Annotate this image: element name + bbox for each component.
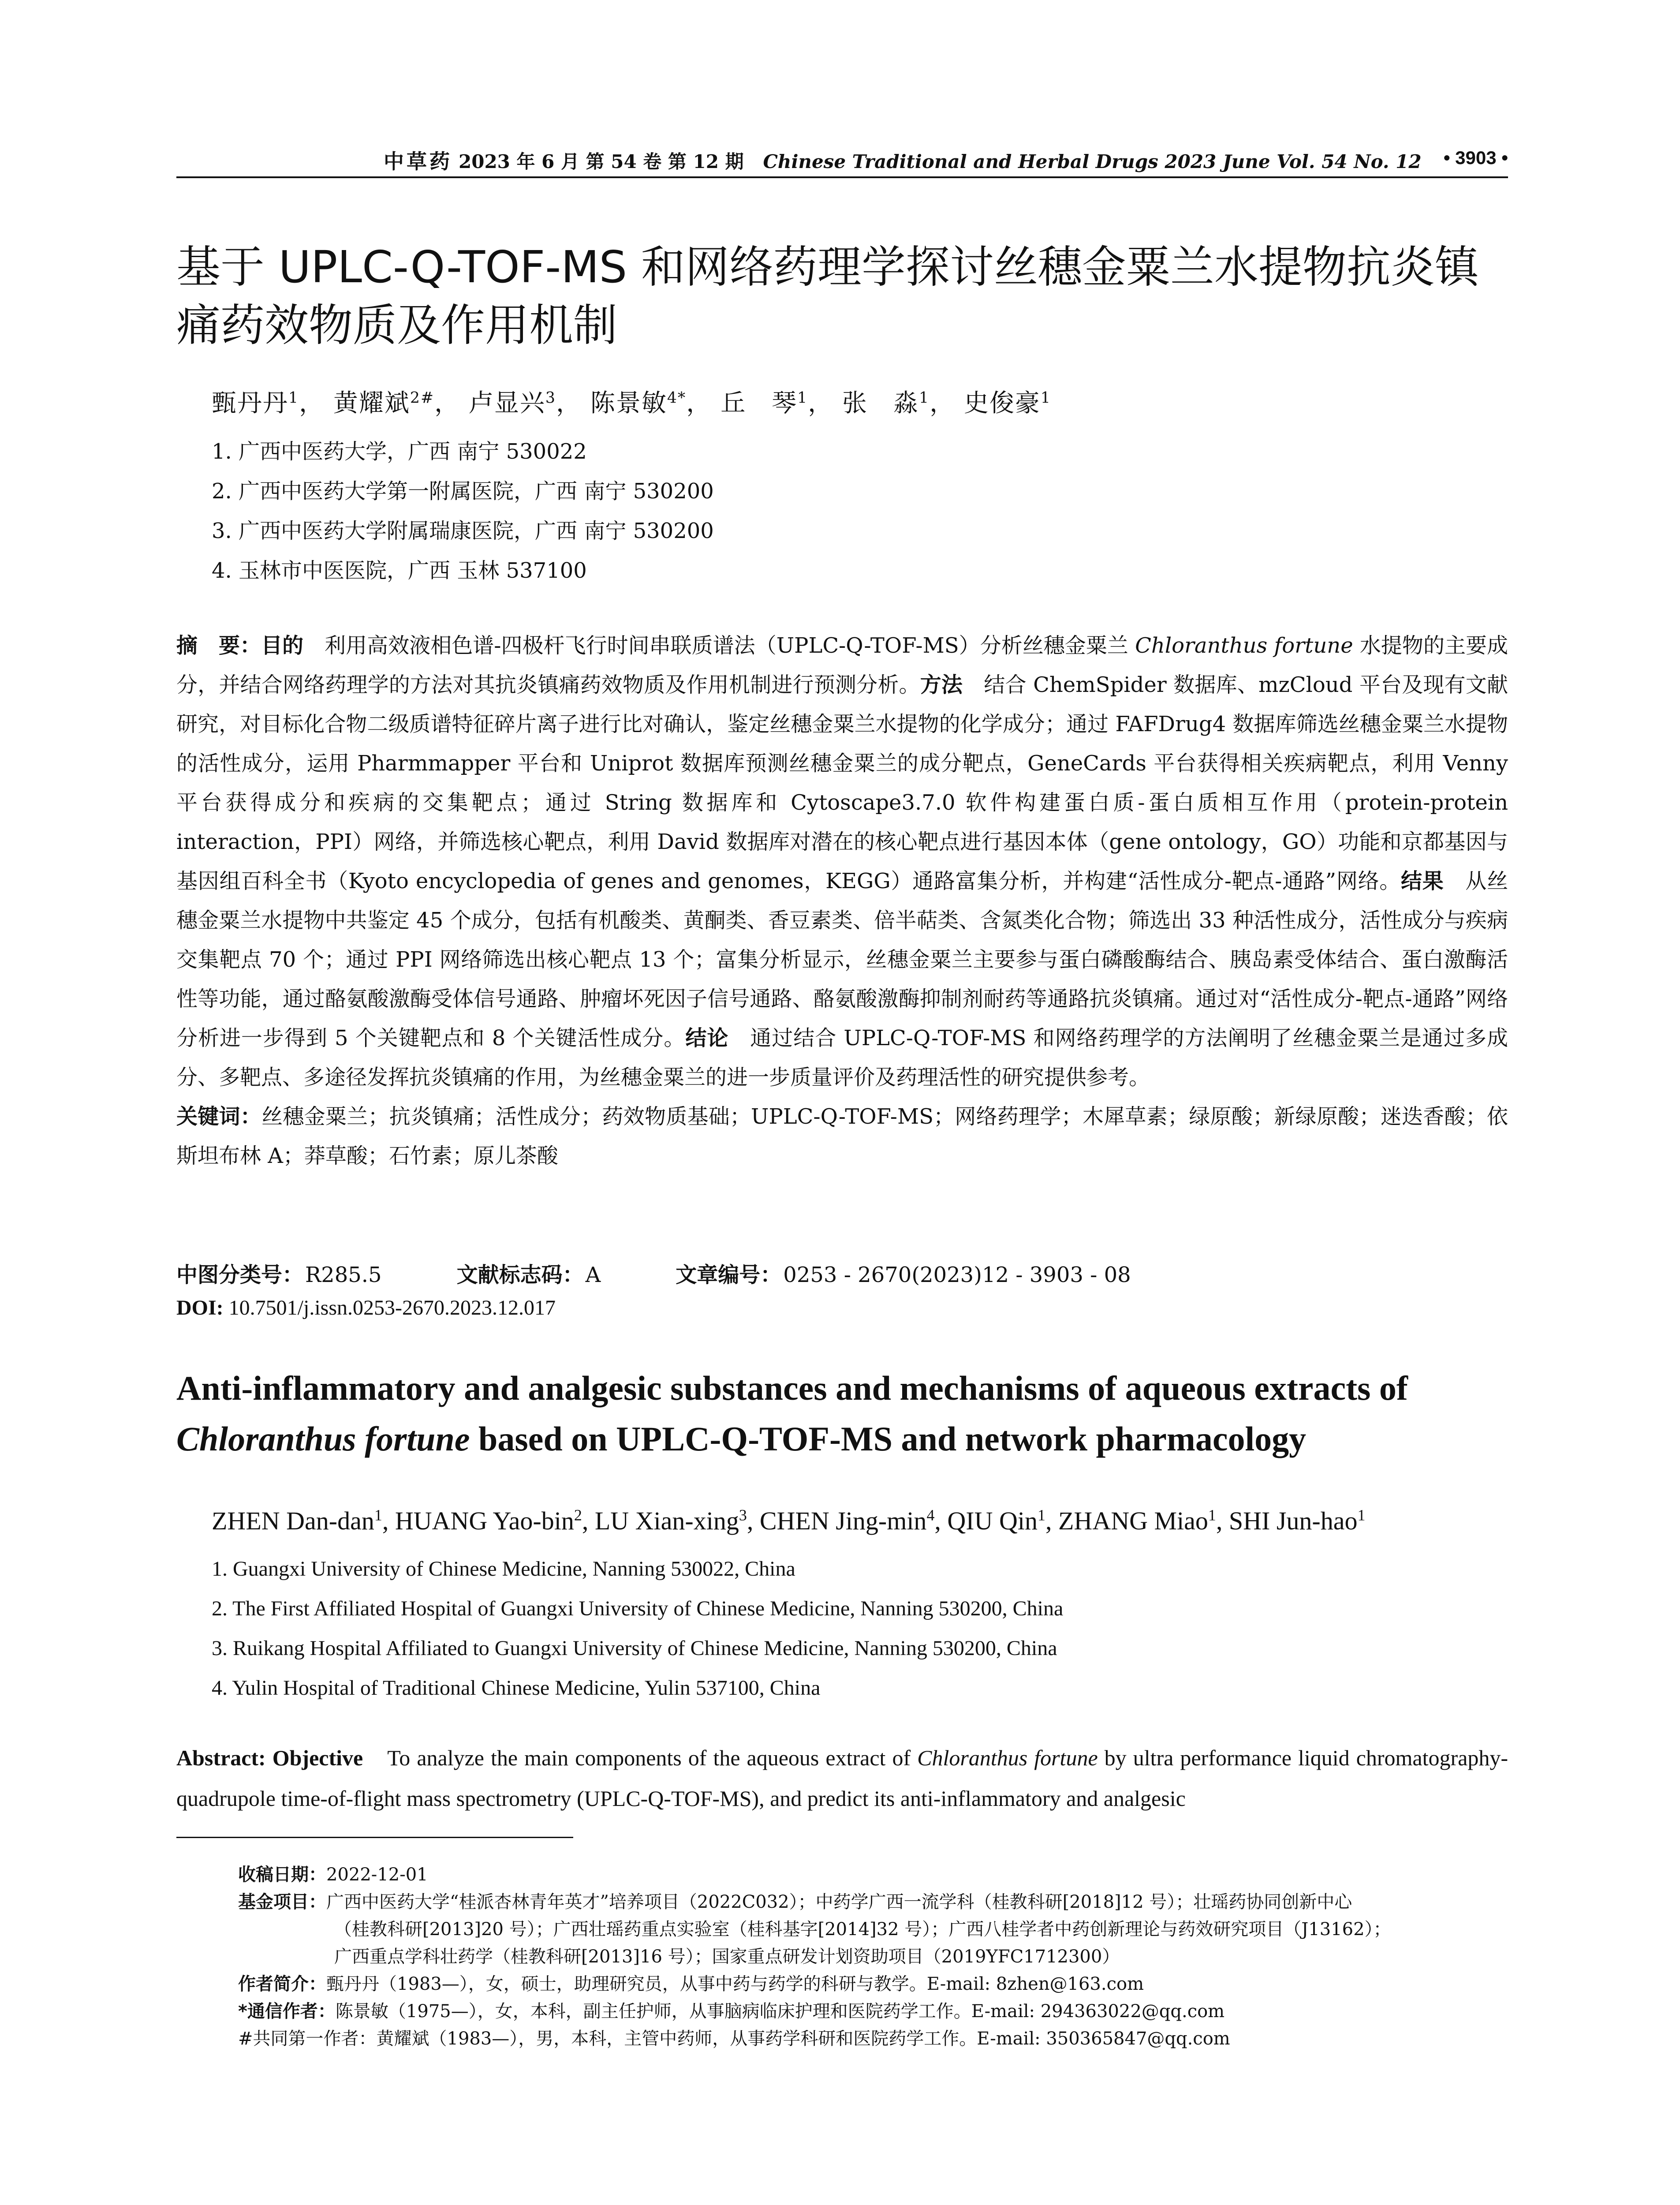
clc-label: 中图分类号： xyxy=(176,1263,304,1287)
doccode-label: 文献标志码： xyxy=(456,1263,584,1287)
conclusion-text: 通过结合 UPLC-Q-TOF-MS 和网络药理学的方法阐明了丝穗金粟兰是通过多成分、多靶点、多途径发挥抗炎镇痛的作用，为丝穗金粟兰的进一步质量评价及药理活性的研究提供参考。 xyxy=(176,1026,1508,1090)
authors-cn: 甄丹丹$^1$， 黄耀斌$^{2\#}$， 卢显兴$^3$， 陈景敏$^{4*}$， 丘 琴$^1$， 张 淼$^1$， 史俊豪$^1$ xyxy=(212,389,1051,418)
keywords-cn xyxy=(176,1097,1508,1176)
doi-label: DOI: xyxy=(176,1296,224,1319)
objective-text-cont: 水提物的主要成分，并结合网络药理学的方法对其抗炎镇痛药效物质及作用机制进行预测分析。 xyxy=(176,633,1508,697)
species-name-en: Chloranthus fortune xyxy=(917,1745,1098,1770)
author-en: HUANG Yao-bin$^2$ xyxy=(395,1506,582,1535)
result-text: 从丝穗金粟兰水提物中共鉴定 45 个成分，包括有机酸类、黄酮类、香豆素类、倍半萜类、含氮类化合物；筛选出 33 种活性成分，活性成分与疾病交集靶点 70 个；通过 PPI 网络筛选出核心靶点 13 个；富集分析显示，丝穗金粟兰主要参与蛋白磷酸酶结合、胰岛素受体结合、蛋白激酶活性等功能，通过酪氨酸激酶受体信号通路、肿瘤坏死因子信号通路、酪氨酸激酶抑制剂耐药等通路抗炎镇痛。通过对“活性成分-靶点-通路”网络分析进一步得到 5 个关键靶点和 8 个关键活性成分。 xyxy=(176,869,1508,1050)
affiliation-cn: 3. 广西中医药大学附属瑞康医院，广西 南宁 530200 xyxy=(212,519,714,543)
author-en: QIU Qin$^1$ xyxy=(947,1506,1045,1535)
affiliation-en: 1. Guangxi University of Chinese Medicine, Nanning 530022, China xyxy=(212,1557,795,1581)
author-en: ZHANG Miao$^1$ xyxy=(1058,1506,1216,1535)
author-bio: 作者简介：甄丹丹（1983—），女，硕士，助理研究员，从事中药与药学的科研与教学。E-mail: 8zhen@163.com xyxy=(238,1974,1144,1994)
affiliation-en: 4. Yulin Hospital of Traditional Chinese Medicine, Yulin 537100, China xyxy=(212,1676,821,1700)
author-cn: 陈景敏$^{4*}$ xyxy=(590,389,687,418)
issue-info-cn: 2023 年 6 月 第 54 卷 第 12 期 xyxy=(459,151,744,172)
header-rule xyxy=(176,176,1508,178)
abstract-en-label: Abstract: Objective xyxy=(176,1745,363,1770)
fund-info: 基金项目：广西中医药大学“桂派杏林青年英才”培养项目（2022C032）；中药学广西一流学科（桂教科研[2018]12 号）；壮瑶药协同创新中心 xyxy=(238,1892,1352,1912)
issue-info xyxy=(459,147,1422,174)
author-cn: 张 淼$^1$ xyxy=(842,389,930,418)
result-label: 结果 xyxy=(1401,869,1444,893)
footnotes xyxy=(238,1861,1508,2052)
fund-info-cont: （桂教科研[2013]20 号）；广西壮瑶药重点实验室（桂科基字[2014]32 号）；广西八桂学者中药创新理论与药效研究项目（J13162）； xyxy=(334,1919,1391,1940)
article-value: 0253 - 2670(2023)12 - 3903 - 08 xyxy=(783,1263,1131,1287)
author-en: CHEN Jing-$\min^4$ xyxy=(759,1506,935,1535)
author-en: SHI Jun-hao$^1$ xyxy=(1228,1506,1366,1535)
abstract-cn xyxy=(176,626,1508,1176)
affiliation-en: 2. The First Affiliated Hospital of Guangxi University of Chinese Medicine, Nanning 530200, China xyxy=(212,1597,1064,1620)
author-cn: 甄丹丹$^1$ xyxy=(212,389,299,418)
title-cn: 基于 UPLC-Q-TOF-MS 和网络药理学探讨丝穗金粟兰水提物抗炎镇痛药效物质及作用机制 xyxy=(176,241,1479,351)
affiliation-cn: 4. 玉林市中医医院，广西 玉林 537100 xyxy=(212,558,587,583)
author-en: LU Xian-xing$^3$ xyxy=(594,1506,747,1535)
species-name-en: Chloranthus fortune xyxy=(176,1420,470,1458)
keywords-text: 丝穗金粟兰；抗炎镇痛；活性成分；药效物质基础；UPLC-Q-TOF-MS；网络药理学；木犀草素；绿原酸；新绿原酸；迷迭香酸；依斯坦布林 A；莽草酸；石竹素；原儿茶酸 xyxy=(176,1104,1508,1168)
clc-value: R285.5 xyxy=(305,1263,382,1287)
co-first-author: #共同第一作者：黄耀斌（1983—），男，本科，主管中药师，从事药学科研和医院药学工作。E-mail: 350365847@qq.com xyxy=(238,2029,1230,2049)
author-cn: 丘 琴$^1$ xyxy=(721,389,808,418)
doccode-value: A xyxy=(585,1263,601,1287)
title-en: Anti-inflammatory and analgesic substances and mechanisms of aqueous extracts of Chloranthus fortune based on UPLC-Q-TOF-MS and network pharmacology xyxy=(176,1369,1408,1458)
affiliation-cn: 2. 广西中医药大学第一附属医院，广西 南宁 530200 xyxy=(212,479,714,504)
species-name: Chloranthus fortune xyxy=(1128,633,1360,658)
author-cn: 史俊豪$^1$ xyxy=(963,389,1051,418)
article-label: 文章编号： xyxy=(676,1263,782,1287)
affiliation-cn: 1. 广西中医药大学，广西 南宁 530022 xyxy=(212,439,587,464)
doi-line xyxy=(176,1296,556,1320)
objective-label: 目的 xyxy=(261,633,304,658)
keywords-label: 关键词： xyxy=(176,1104,262,1129)
running-header xyxy=(176,146,1508,172)
doi-value: 10.7501/j.issn.0253-2670.2023.12.017 xyxy=(223,1296,556,1319)
page-number: • 3903 • xyxy=(1443,147,1508,168)
abstract-en: Abstract: Objective To analyze the main components of the aqueous extract of Chloranthus fortune by ultra performance liquid chromatography-quadrupole time-of-flight mass spectrometry (UPLC-Q-TOF-MS), and predict its anti-inflammatory and analgesic xyxy=(176,1745,1508,1811)
journal-name-en: Chinese Traditional and Herbal Drugs 2023 June Vol. 54 No. 12 xyxy=(763,151,1422,172)
author-cn: 卢显兴$^3$ xyxy=(468,389,556,418)
authors-en: ZHEN Dan-dan$^1$, HUANG Yao-bin$^2$, LU Xian-xing$^3$, CHEN Jing-$\min^4$, QIU Qin$^1$, ZHANG Miao$^1$, SHI Jun-hao$^1$ xyxy=(212,1506,1366,1535)
affiliation-en: 3. Ruikang Hospital Affiliated to Guangxi University of Chinese Medicine, Nanning 530200, China xyxy=(212,1637,1057,1660)
journal-name-cn: 中草药 xyxy=(384,149,452,173)
method-text: 结合 ChemSpider 数据库、mzCloud 平台及现有文献研究，对目标化合物二级质谱特征碎片离子进行比对确认，鉴定丝穗金粟兰水提物的化学成分；通过 FAFDrug4 数据库筛选丝穗金粟兰水提物的活性成分，运用 Pharmmapper 平台和 Uniprot 数据库预测丝穗金粟兰的成分靶点，GeneCards 平台获得相关疾病靶点，利用 Venny 平台获得成分和疾病的交集靶点；通过 String 数据库和 Cytoscape3.7.0 软件构建蛋白质-蛋白质相互作用（protein-protein interaction，PPI）网络，并筛选核心靶点，利用 David 数据库对潜在的核心靶点进行基因本体（gene ontology，GO）功能和京都基因与基因组百科全书（Kyoto encyclopedia of genes and genomes，KEGG）通路富集分析，并构建“活性成分-靶点-通路”网络。 xyxy=(176,673,1508,893)
method-label: 方法 xyxy=(920,673,963,697)
classification-line xyxy=(176,1258,1131,1288)
received-date: 收稿日期：2022-12-01 xyxy=(238,1865,428,1885)
author-cn: 黄耀斌$^{2\#}$ xyxy=(333,389,435,418)
corresponding-author: *通信作者：陈景敏（1975—），女，本科，副主任护师，从事脑病临床护理和医院药学工作。E-mail: 294363022@qq.com xyxy=(238,2001,1225,2022)
author-en: ZHEN Dan-dan$^1$ xyxy=(212,1506,382,1535)
fund-info-cont: 广西重点学科壮药学（桂教科研[2013]16 号）；国家重点研发计划资助项目（2019YFC1712300） xyxy=(334,1947,1120,1967)
abstract-label: 摘 要： xyxy=(176,633,261,658)
footnote-rule xyxy=(176,1837,573,1838)
objective-text: 利用高效液相色谱-四极杆飞行时间串联质谱法（UPLC-Q-TOF-MS）分析丝穗金粟兰 xyxy=(303,633,1128,658)
conclusion-label: 结论 xyxy=(685,1026,729,1050)
